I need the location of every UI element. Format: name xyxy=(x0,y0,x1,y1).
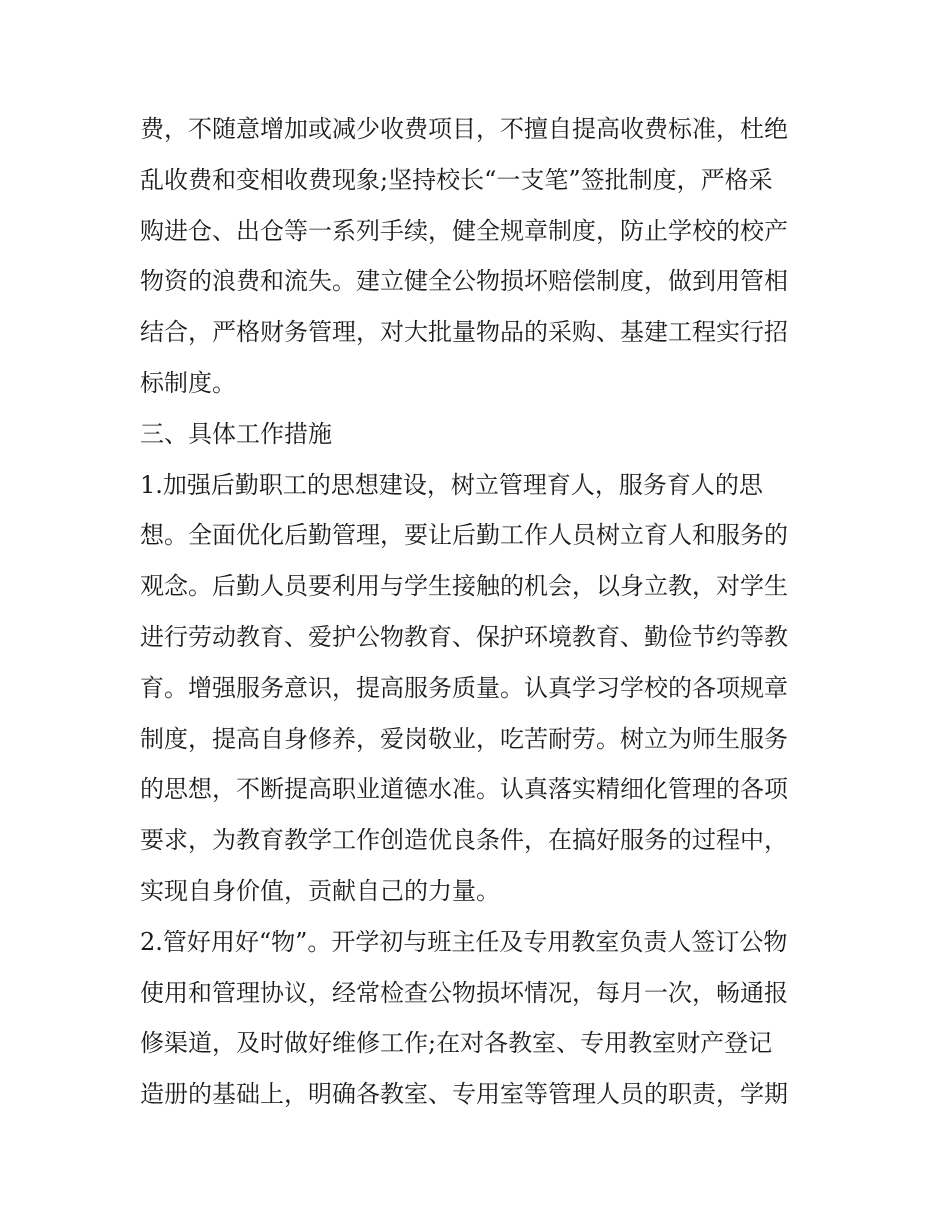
text-line: 的思想，不断提高职业道德水准。认真落实精细化管理的各项 xyxy=(140,775,788,804)
text-line: 实现自身价值，贡献自己的力量。 xyxy=(140,876,500,905)
text-line: 2.管好用好“物”。开学初与班主任及专用教室负责人签订公物 xyxy=(140,927,788,956)
text-line: 想。全面优化后勤管理，要让后勤工作人员树立育人和服务的 xyxy=(140,521,788,550)
text-line: 使用和管理协议，经常检查公物损坏情况，每月一次，畅通报 xyxy=(140,978,788,1007)
text-line: 乱收费和变相收费现象;坚持校长“一支笔”签批制度，严格采 xyxy=(140,165,773,194)
text-line: 进行劳动教育、爱护公物教育、保护环境教育、勤俭节约等教 xyxy=(140,622,788,651)
text-line: 修渠道，及时做好维修工作;在对各教室、专用教室财产登记 xyxy=(140,1029,773,1058)
text-line: 1.加强后勤职工的思想建设，树立管理育人，服务育人的思 xyxy=(140,470,763,499)
text-line: 费，不随意增加或减少收费项目，不擅自提高收费标准，杜绝 xyxy=(140,115,788,143)
section-heading: 三、具体工作措施 xyxy=(140,419,332,448)
text-line: 物资的浪费和流失。建立健全公物损坏赔偿制度，做到用管相 xyxy=(140,267,788,296)
text-line: 要求，为教育教学工作创造优良条件，在搞好服务的过程中， xyxy=(140,826,788,855)
document-body xyxy=(140,104,820,1120)
text-line: 制度，提高自身修养，爱岗敬业，吃苦耐劳。树立为师生服务 xyxy=(140,724,788,753)
text-line: 购进仓、出仓等一系列手续，健全规章制度，防止学校的校产 xyxy=(140,216,788,245)
text-line: 观念。后勤人员要利用与学生接触的机会，以身立教，对学生 xyxy=(140,572,788,601)
text-line: 结合，严格财务管理，对大批量物品的采购、基建工程实行招 xyxy=(140,318,788,347)
text-line: 育。增强服务意识，提高服务质量。认真学习学校的各项规章 xyxy=(140,673,788,702)
text-line: 造册的基础上，明确各教室、专用室等管理人员的职责，学期 xyxy=(140,1080,788,1109)
text-line: 标制度。 xyxy=(140,368,236,397)
